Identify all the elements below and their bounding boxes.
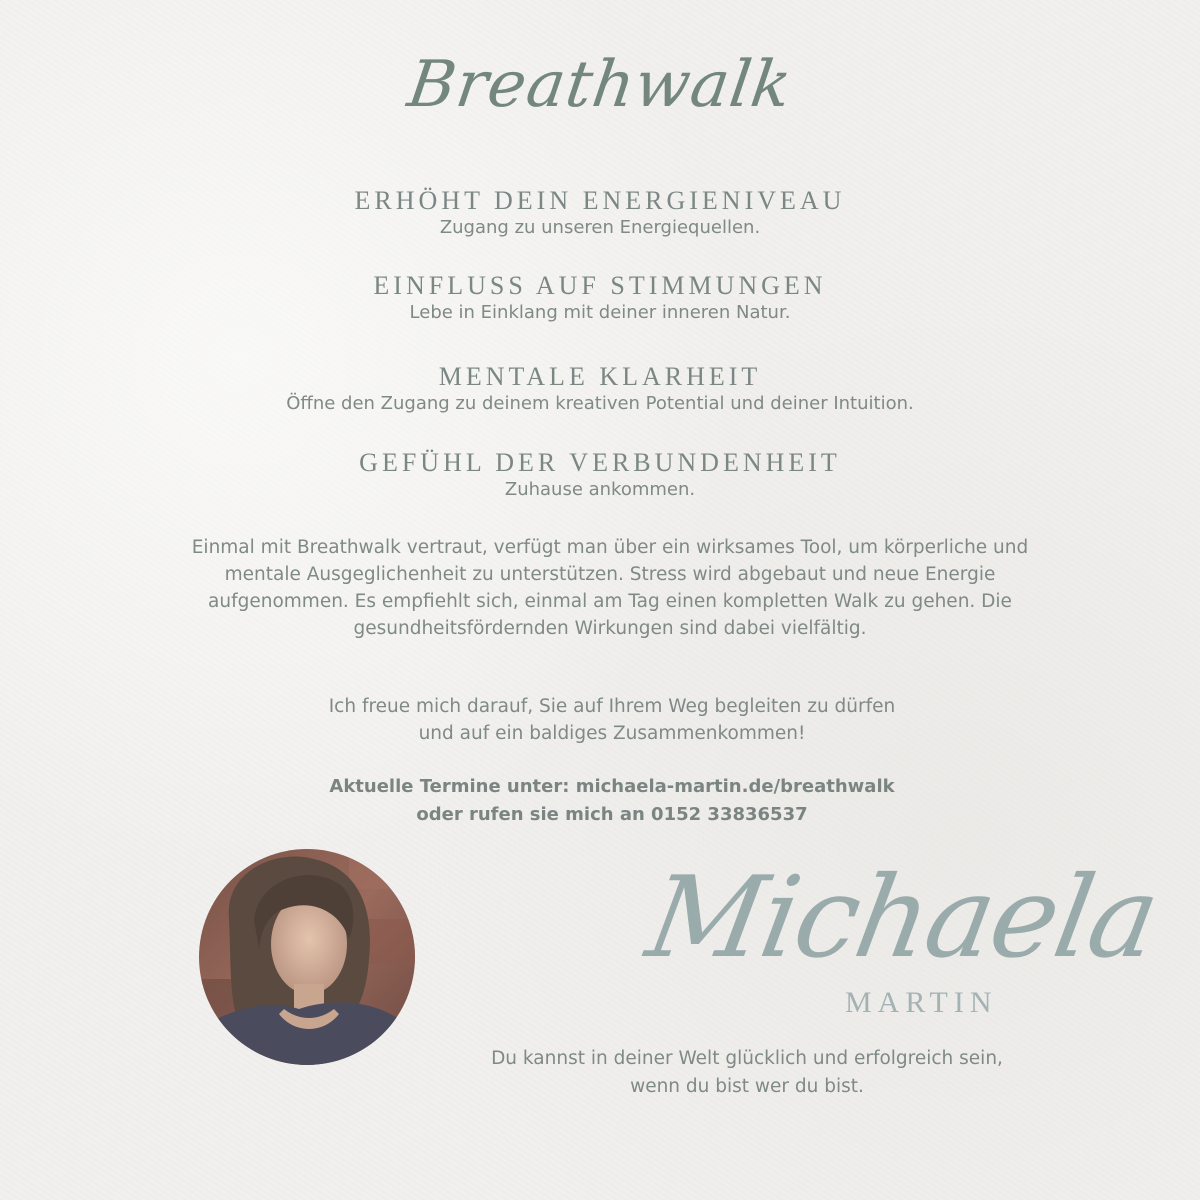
benefit-section-energy [0, 186, 1200, 240]
quote-line: Du kannst in deiner Welt glücklich und erfolgreich sein, [491, 1048, 1003, 1069]
quote-line: wenn du bist wer du bist. [630, 1076, 864, 1097]
benefit-text: Zuhause ankommen. [504, 479, 696, 500]
greeting [0, 693, 1200, 747]
dates-link-line[interactable]: Aktuelle Termine unter: michaela-martin.de/breathwalk [329, 776, 895, 797]
benefit-heading: EINFLUSS AUF STIMMUNGEN [373, 271, 827, 300]
greeting-line: und auf ein baldiges Zusammenkommen! [418, 723, 806, 744]
benefit-heading: MENTALE KLARHEIT [438, 362, 762, 391]
benefit-heading: GEFÜHL DER VERBUNDENHEIT [359, 448, 841, 477]
benefit-heading: ERHÖHT DEIN ENERGIENIVEAU [354, 186, 846, 215]
description-paragraph: Einmal mit Breathwalk vertraut, verfügt man über ein wirksames Tool, um körperliche und mentale Ausgeglichenheit zu unterstützen. Stress wird abgebaut und neue Energie aufgenommen. Es empfiehlt sich, einmal am Tag einen kompletten Walk zu gehen. Die gesundheitsfördernden Wirkungen sind dabei vielfältig. [191, 537, 1029, 639]
portrait-photo [199, 849, 415, 1065]
page-title: Breathwalk [403, 48, 797, 122]
benefit-text: Öffne den Zugang zu deinem kreativen Potential und deiner Intuition. [286, 393, 914, 414]
logo-first-name: Michaela [638, 853, 1167, 983]
benefit-section-mood [0, 271, 1200, 325]
logo-last-name: MARTIN [845, 986, 998, 1019]
quote [450, 1045, 1044, 1101]
greeting-line: Ich freue mich darauf, Sie auf Ihrem Weg begleiten zu dürfen [328, 696, 896, 717]
avatar [199, 849, 415, 1065]
benefit-section-clarity [0, 362, 1200, 416]
phone-line[interactable]: oder rufen sie mich an 0152 33836537 [416, 804, 808, 825]
benefit-section-connection [0, 448, 1200, 502]
benefit-text: Zugang zu unseren Energiequellen. [439, 217, 761, 238]
contact-info [0, 773, 1200, 829]
benefit-text: Lebe in Einklang mit deiner inneren Natur. [409, 302, 791, 323]
